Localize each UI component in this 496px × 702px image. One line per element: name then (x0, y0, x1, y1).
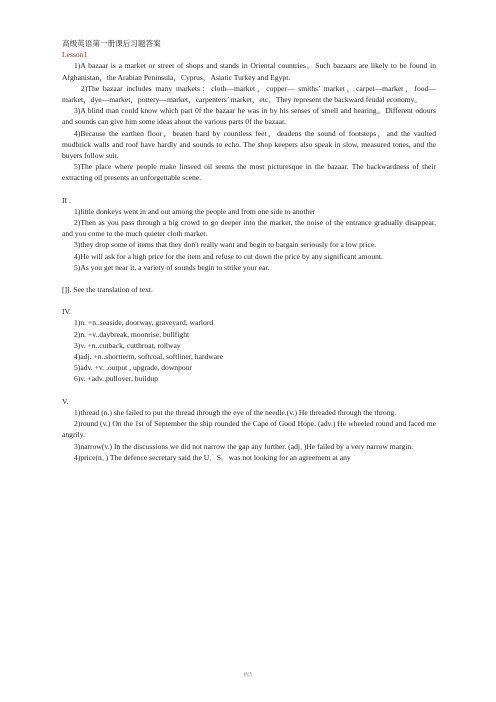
answer-1-4: 4)Because the earthen floor，beaten hard by countless feet，deadens the sound of footsteps，and the vaulted mudbrick walls and roof have hardly and sounds to echo. The shop keepers also speak in slow, measured tones, and the buyers follow suit. (62, 128, 436, 161)
answer-1-3: 3)A blind man could know which part 0f the bazaar he was in by his senses of smell and hearing。Different odours and sounds can give him some ideas about the various parts 0f the bazaar. (62, 106, 436, 127)
answer-4-4: 4)adj. +n..shortterm, softcoal, softliner, hardware (74, 352, 224, 362)
answer-4-1: 1)n. +n..seaside, doorway, graveyard, warlord (74, 318, 214, 328)
answer-1-1: 1)A bazaar is a market or street of shops and stands in Oriental countries。Such bazaars are likely to be found in Afghanistan，the Arabian Peninsula，Cyprus，Asiatic Turkey and Egypt. (62, 61, 436, 82)
document-title: 高级英语第一册课后习题答案 (62, 39, 161, 48)
answer-4-6: 6)v. +adv..pullover, buildup (74, 374, 158, 384)
section-heading-4: IV. (62, 307, 71, 317)
section-heading-5: V. (62, 396, 69, 406)
answer-2-2: 2)Then as you pass through a big crowd to go deeper into the market, the noise of the entrance gradually disappear, and you come to the much quieter cloth market. (62, 218, 436, 239)
section-3-note: []]. See the translation of text. (62, 285, 153, 295)
answer-4-5: 5)adv. +v. .output , upgrade, downpour (74, 363, 193, 373)
answer-5-3: 3)narrow(v.) In the discussions we did not narrow the gap any further. (adj．)He failed by a very narrow margin. (74, 441, 414, 451)
answer-5-1: 1)thread (n.) she failed to put the thread through the eye of the needle.(v.) He threaded through the throng. (74, 407, 397, 417)
answer-5-2: 2)round (v.) On the 1st of September the ship rounded the Cape of Good Hope. (adv.) He wheeled round and faced me angrily. (62, 419, 436, 440)
answer-2-3: 3)they drop some of items that they don't really want and begin to bargain seriously for a low price. (74, 240, 377, 250)
page-footer: 精选 (243, 672, 253, 677)
answer-2-1: 1)little donkeys went in and out among the people and from one side to another (74, 206, 316, 216)
answer-1-2: 2)The bazaar includes many markets：cloth—market，copper— smiths’ market，carpet—market，food—market，dye—market，pottery—market，carpenters’ market，etc．They represent the backward feudal economy。 (62, 83, 436, 105)
answer-4-2: 2)n. +v..daybreak, moonrise, bullfight (74, 329, 190, 339)
answer-4-3: 3)v. +n..cutback, cutthroat, rollway (74, 340, 181, 350)
section-heading-2: II . (62, 195, 71, 205)
answer-1-5: 5)The place where people make linseed oil seems the most picturesque in the bazaar. The backwardness of their extracting oil presents an unforgettable scene. (62, 162, 436, 183)
lesson-heading: Lesson1 (62, 50, 88, 60)
answer-5-4: 4)price(n．) The defence secretary said the U．S．was not looking for an agreement at any (74, 452, 351, 462)
document-page (62, 38, 436, 463)
answer-2-5: 5)As you get near it, a variety of sounds begin to strike your ear. (74, 262, 270, 272)
answer-2-4: 4)He will ask for a high price for the item and refuse to cut down the price by any significant amount. (74, 251, 383, 261)
